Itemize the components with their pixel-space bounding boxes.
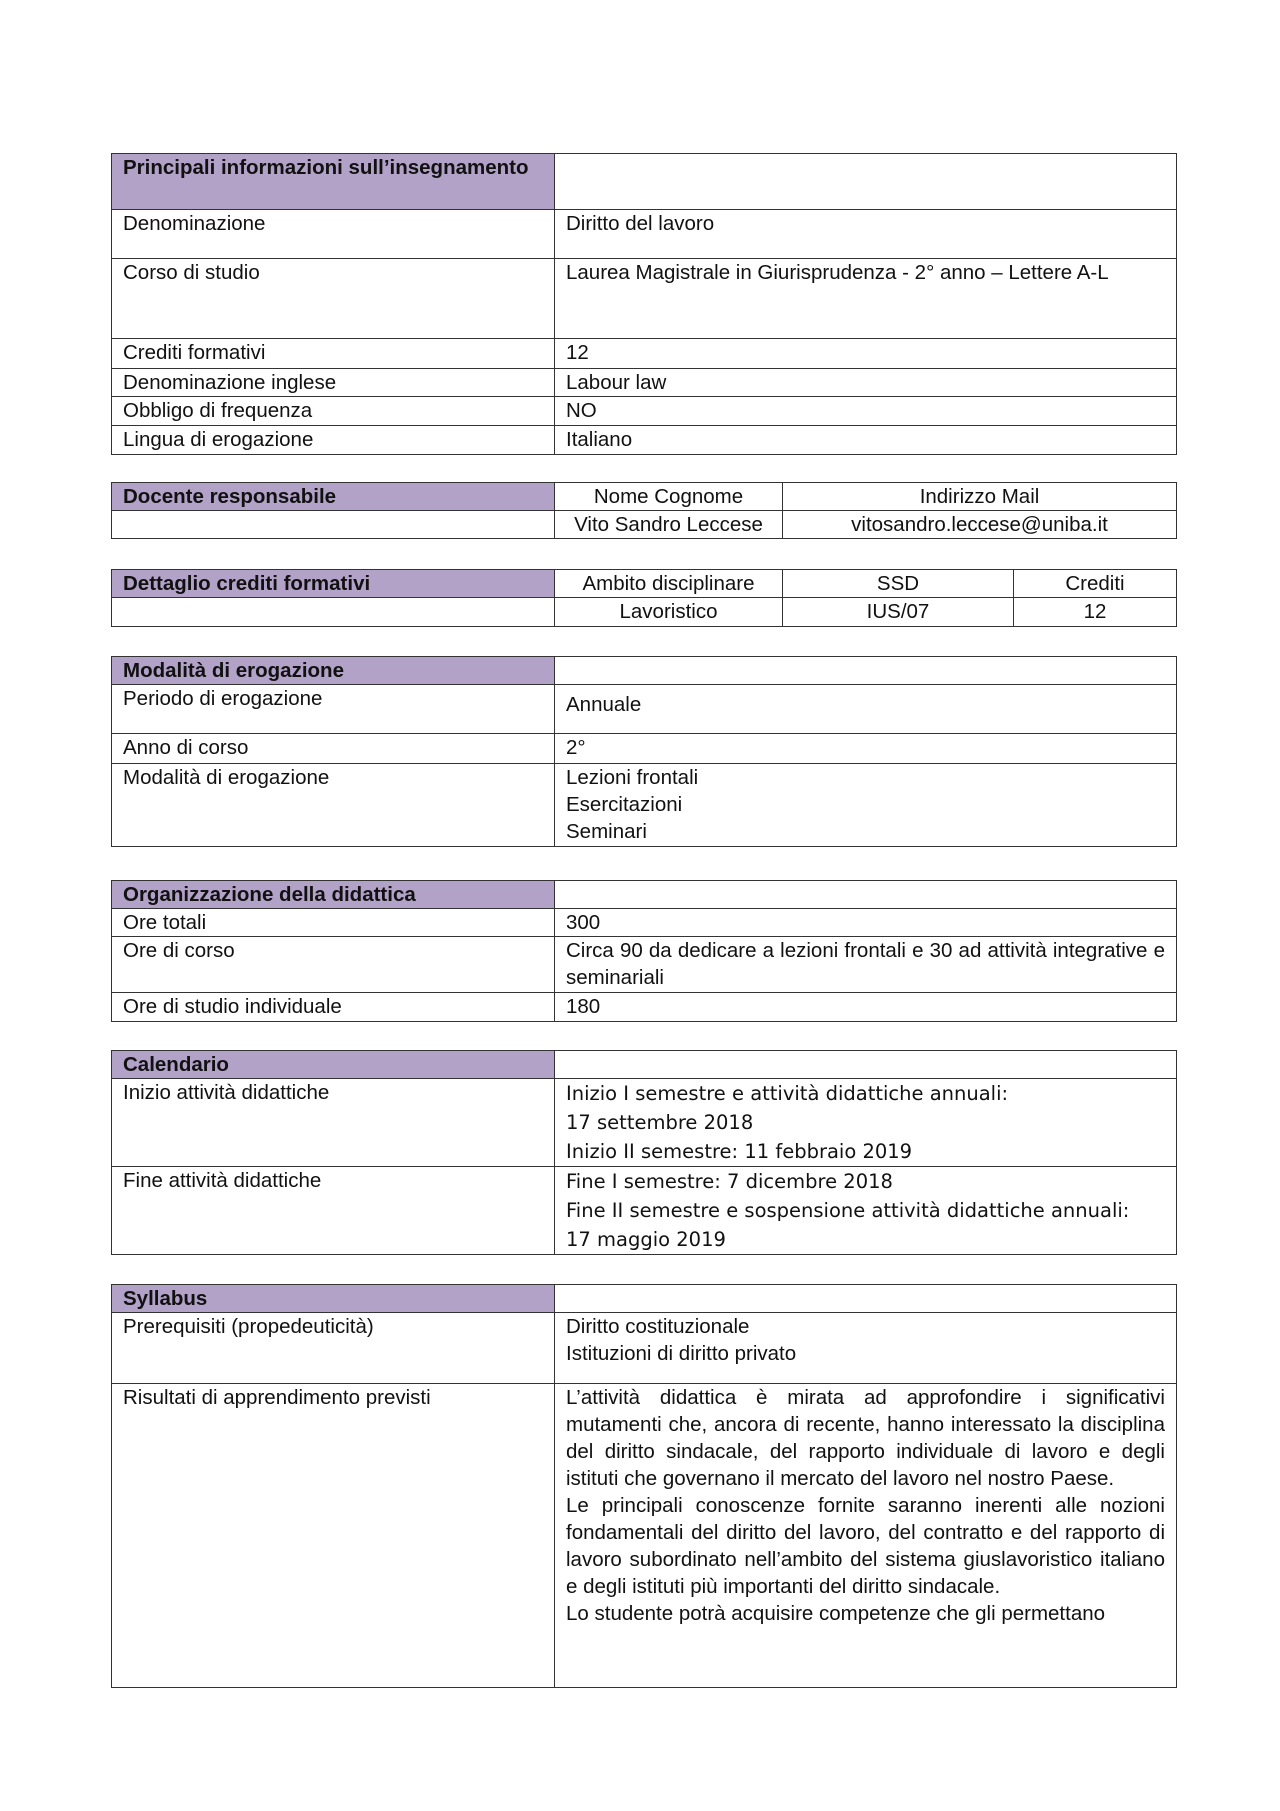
syllabus-header-empty — [555, 1285, 1177, 1313]
crediti-col-ssd: SSD — [783, 570, 1014, 598]
mod-values — [555, 764, 1177, 847]
prereq-label: Prerequisiti (propedeuticità) — [112, 1313, 555, 1384]
mod-value-item: Esercitazioni — [566, 793, 683, 816]
mod-value-item: Lezioni frontali — [566, 766, 699, 789]
info-value: Laurea Magistrale in Giurisprudenza - 2° anno – Lettere A-L — [555, 259, 1177, 339]
ore-totali-label: Ore totali — [112, 909, 555, 937]
organizzazione-table — [111, 880, 1177, 1022]
risultati-paragraph: L’attività didattica è mirata ad approfondire i significativi mutamenti che, ancora di recente, hanno interessato la disciplina del diritto sindacale, del rapporto individuale di lavoro e degli istituti che governano il mercato del lavoro nel nostro Paese. — [566, 1386, 1165, 1490]
info-label: Denominazione — [112, 210, 555, 259]
docente-header: Docente responsabile — [112, 483, 555, 511]
crediti-value: 12 — [1014, 598, 1177, 627]
docente-mail: vitosandro.leccese@uniba.it — [783, 511, 1177, 539]
docente-name: Vito Sandro Leccese — [555, 511, 783, 539]
inizio-line: Inizio I semestre e attività didattiche annuali: — [566, 1082, 1009, 1105]
periodo-label: Periodo di erogazione — [112, 685, 555, 734]
ore-corso-label: Ore di corso — [112, 937, 555, 993]
inizio-line: Inizio II semestre: 11 febbraio 2019 — [566, 1140, 913, 1163]
prereq-line: Diritto costituzionale — [566, 1315, 750, 1338]
docente-col-name: Nome Cognome — [555, 483, 783, 511]
fine-label: Fine attività didattiche — [112, 1167, 555, 1255]
anno-value: 2° — [555, 734, 1177, 764]
crediti-table — [111, 569, 1177, 627]
docente-table — [111, 482, 1177, 539]
risultati-label: Risultati di apprendimento previsti — [112, 1384, 555, 1688]
crediti-header: Dettaglio crediti formativi — [112, 570, 555, 598]
crediti-col-ambito: Ambito disciplinare — [555, 570, 783, 598]
crediti-empty — [112, 598, 555, 627]
risultati-values — [555, 1384, 1177, 1688]
info-table — [111, 153, 1177, 455]
info-label: Lingua di erogazione — [112, 426, 555, 455]
docente-empty — [112, 511, 555, 539]
info-label: Crediti formativi — [112, 339, 555, 369]
ore-totali-value: 300 — [555, 909, 1177, 937]
syllabus-table — [111, 1284, 1177, 1688]
crediti-ambito: Lavoristico — [555, 598, 783, 627]
modalita-table — [111, 656, 1177, 847]
calendario-header: Calendario — [112, 1051, 555, 1079]
fine-line: Fine I semestre: 7 dicembre 2018 — [566, 1170, 893, 1193]
info-header: Principali informazioni sull’insegnamento — [112, 154, 555, 210]
fine-line: Fine II semestre e sospensione attività didattiche annuali: — [566, 1199, 1130, 1222]
info-label: Obbligo di frequenza — [112, 397, 555, 426]
fine-values — [555, 1167, 1177, 1255]
info-label: Corso di studio — [112, 259, 555, 339]
calendario-header-empty — [555, 1051, 1177, 1079]
info-value: Diritto del lavoro — [555, 210, 1177, 259]
info-value: Italiano — [555, 426, 1177, 455]
risultati-paragraph: Lo studente potrà acquisire competenze che gli permettano — [566, 1602, 1106, 1625]
crediti-col-crediti: Crediti — [1014, 570, 1177, 598]
info-value: Labour law — [555, 369, 1177, 397]
periodo-value: Annuale — [555, 685, 1177, 734]
anno-label: Anno di corso — [112, 734, 555, 764]
prereq-line: Istituzioni di diritto privato — [566, 1342, 797, 1365]
mod-value-item: Seminari — [566, 820, 647, 843]
ore-studio-value: 180 — [555, 993, 1177, 1022]
fine-line: 17 maggio 2019 — [566, 1228, 726, 1251]
calendario-table — [111, 1050, 1177, 1255]
info-header-empty — [555, 154, 1177, 210]
docente-col-mail: Indirizzo Mail — [783, 483, 1177, 511]
modalita-header-empty — [555, 657, 1177, 685]
modalita-header: Modalità di erogazione — [112, 657, 555, 685]
prereq-values — [555, 1313, 1177, 1384]
info-value: 12 — [555, 339, 1177, 369]
organizzazione-header: Organizzazione della didattica — [112, 881, 555, 909]
inizio-label: Inizio attività didattiche — [112, 1079, 555, 1167]
ore-corso-value: Circa 90 da dedicare a lezioni frontali e 30 ad attività integrative e seminariali — [555, 937, 1177, 993]
syllabus-header: Syllabus — [112, 1285, 555, 1313]
inizio-line: 17 settembre 2018 — [566, 1111, 754, 1134]
inizio-values — [555, 1079, 1177, 1167]
mod-label: Modalità di erogazione — [112, 764, 555, 847]
crediti-ssd: IUS/07 — [783, 598, 1014, 627]
info-value: NO — [555, 397, 1177, 426]
risultati-paragraph: Le principali conoscenze fornite saranno inerenti alle nozioni fondamentali del diritto del lavoro, del contratto e del rapporto di lavoro subordinato nell’ambito del sistema giuslavoristico italiano e degli istituti più importanti del diritto sindacale. — [566, 1494, 1165, 1598]
ore-studio-label: Ore di studio individuale — [112, 993, 555, 1022]
organizzazione-header-empty — [555, 881, 1177, 909]
info-label: Denominazione inglese — [112, 369, 555, 397]
